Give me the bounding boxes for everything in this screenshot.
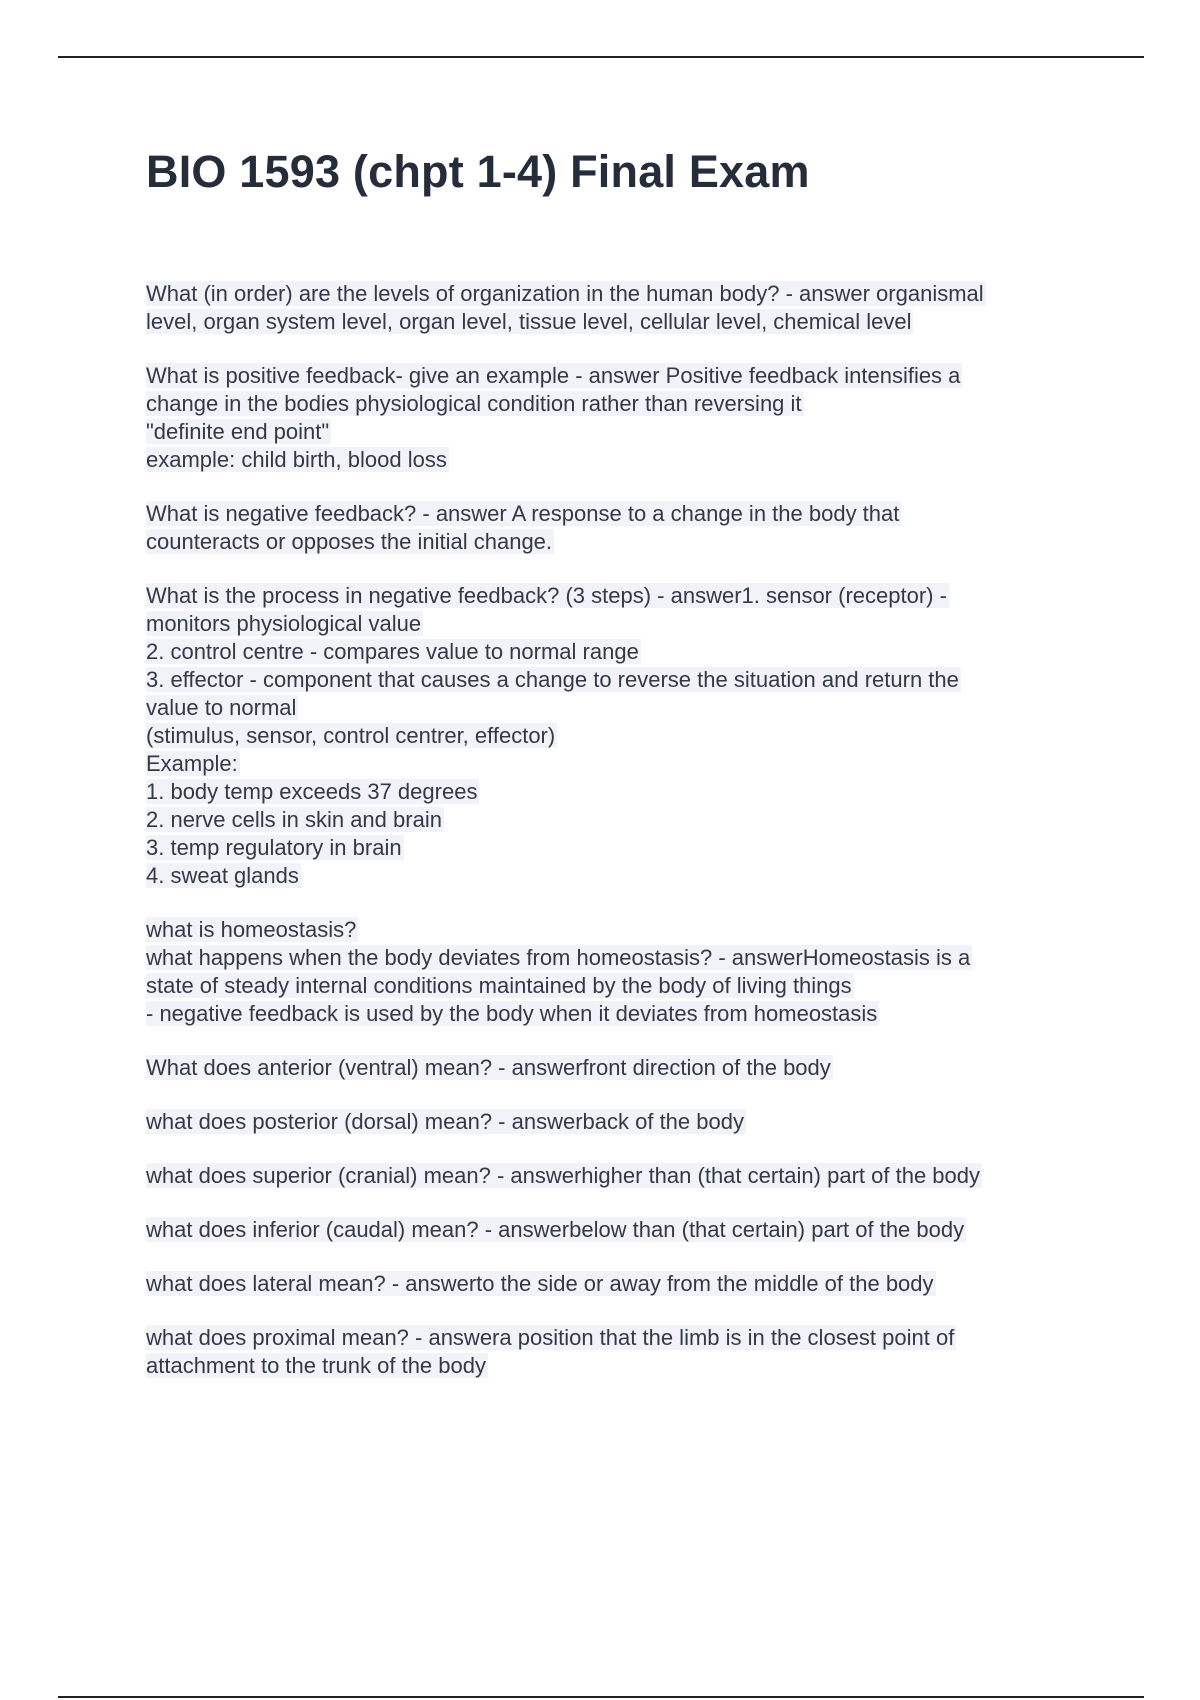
qa-item <box>146 362 1076 474</box>
qa-item <box>146 280 1076 336</box>
qa-line <box>146 806 1076 834</box>
qa-line <box>146 944 1076 972</box>
qa-line-text: What is positive feedback- give an example - answer Positive feedback intensifies a <box>146 363 961 388</box>
qa-line-text: what is homeostasis? <box>146 917 357 942</box>
qa-line-text: 3. effector - component that causes a change to reverse the situation and return the <box>146 667 959 692</box>
qa-line-text: what does posterior (dorsal) mean? - answerback of the body <box>146 1109 744 1134</box>
qa-line <box>146 916 1076 944</box>
qa-line <box>146 528 1076 556</box>
qa-item <box>146 500 1076 556</box>
qa-line-text: change in the bodies physiological condition rather than reversing it <box>146 391 802 416</box>
qa-line-text: What is negative feedback? - answer A response to a change in the body that <box>146 501 900 526</box>
qa-line <box>146 722 1076 750</box>
qa-line-text: 4. sweat glands <box>146 863 299 888</box>
qa-line-text: state of steady internal conditions maintained by the body of living things <box>146 973 852 998</box>
qa-line <box>146 446 1076 474</box>
qa-line <box>146 280 1076 308</box>
qa-line-text: 1. body temp exceeds 37 degrees <box>146 779 478 804</box>
qa-line-text: level, organ system level, organ level, tissue level, cellular level, chemical level <box>146 309 912 334</box>
qa-item <box>146 1162 1076 1190</box>
qa-line-text: What does anterior (ventral) mean? - answerfront direction of the body <box>146 1055 831 1080</box>
qa-line-text: 2. nerve cells in skin and brain <box>146 807 442 832</box>
qa-line-text: "definite end point" <box>146 419 330 444</box>
qa-line-text: value to normal <box>146 695 297 720</box>
qa-line <box>146 500 1076 528</box>
qa-line-text: what does superior (cranial) mean? - answerhigher than (that certain) part of the body <box>146 1163 980 1188</box>
qa-item <box>146 1270 1076 1298</box>
qa-line-text: what does lateral mean? - answerto the side or away from the middle of the body <box>146 1271 934 1296</box>
qa-list <box>146 280 1076 1380</box>
qa-line <box>146 1324 1076 1352</box>
qa-line <box>146 1108 1076 1136</box>
qa-line-text: 2. control centre - compares value to normal range <box>146 639 639 664</box>
qa-line-text: Example: <box>146 751 238 776</box>
bottom-rule <box>58 1696 1144 1698</box>
qa-line <box>146 1000 1076 1028</box>
top-rule <box>58 56 1144 58</box>
qa-item <box>146 1108 1076 1136</box>
qa-line-text: What is the process in negative feedback? (3 steps) - answer1. sensor (receptor) - <box>146 583 947 608</box>
qa-line <box>146 972 1076 1000</box>
qa-line-text: What (in order) are the levels of organization in the human body? - answer organismal <box>146 281 984 306</box>
qa-line-text: - negative feedback is used by the body when it deviates from homeostasis <box>146 1001 878 1026</box>
qa-item <box>146 916 1076 1028</box>
qa-line-text: (stimulus, sensor, control centrer, effector) <box>146 723 556 748</box>
qa-line-text: monitors physiological value <box>146 611 422 636</box>
qa-line-text: what does proximal mean? - answera position that the limb is in the closest point of <box>146 1325 955 1350</box>
qa-line <box>146 862 1076 890</box>
qa-line <box>146 308 1076 336</box>
page-title: BIO 1593 (chpt 1-4) Final Exam <box>146 146 810 197</box>
qa-line-text: 3. temp regulatory in brain <box>146 835 402 860</box>
qa-item <box>146 1324 1076 1380</box>
qa-line-text: counteracts or opposes the initial change. <box>146 529 553 554</box>
qa-line <box>146 1162 1076 1190</box>
qa-line <box>146 778 1076 806</box>
qa-line <box>146 1054 1076 1082</box>
qa-line <box>146 1270 1076 1298</box>
qa-line <box>146 750 1076 778</box>
qa-line-text: attachment to the trunk of the body <box>146 1353 486 1378</box>
qa-line <box>146 610 1076 638</box>
qa-line <box>146 418 1076 446</box>
qa-line <box>146 1216 1076 1244</box>
qa-line <box>146 638 1076 666</box>
qa-line <box>146 834 1076 862</box>
qa-line <box>146 582 1076 610</box>
qa-line-text: what does inferior (caudal) mean? - answerbelow than (that certain) part of the body <box>146 1217 965 1242</box>
qa-line <box>146 1352 1076 1380</box>
qa-line <box>146 666 1076 694</box>
qa-line-text: what happens when the body deviates from homeostasis? - answerHomeostasis is a <box>146 945 971 970</box>
qa-line-text: example: child birth, blood loss <box>146 447 447 472</box>
qa-line <box>146 362 1076 390</box>
qa-item <box>146 1216 1076 1244</box>
qa-item <box>146 1054 1076 1082</box>
qa-line <box>146 694 1076 722</box>
qa-line <box>146 390 1076 418</box>
qa-item <box>146 582 1076 890</box>
document-body <box>146 142 1076 1406</box>
